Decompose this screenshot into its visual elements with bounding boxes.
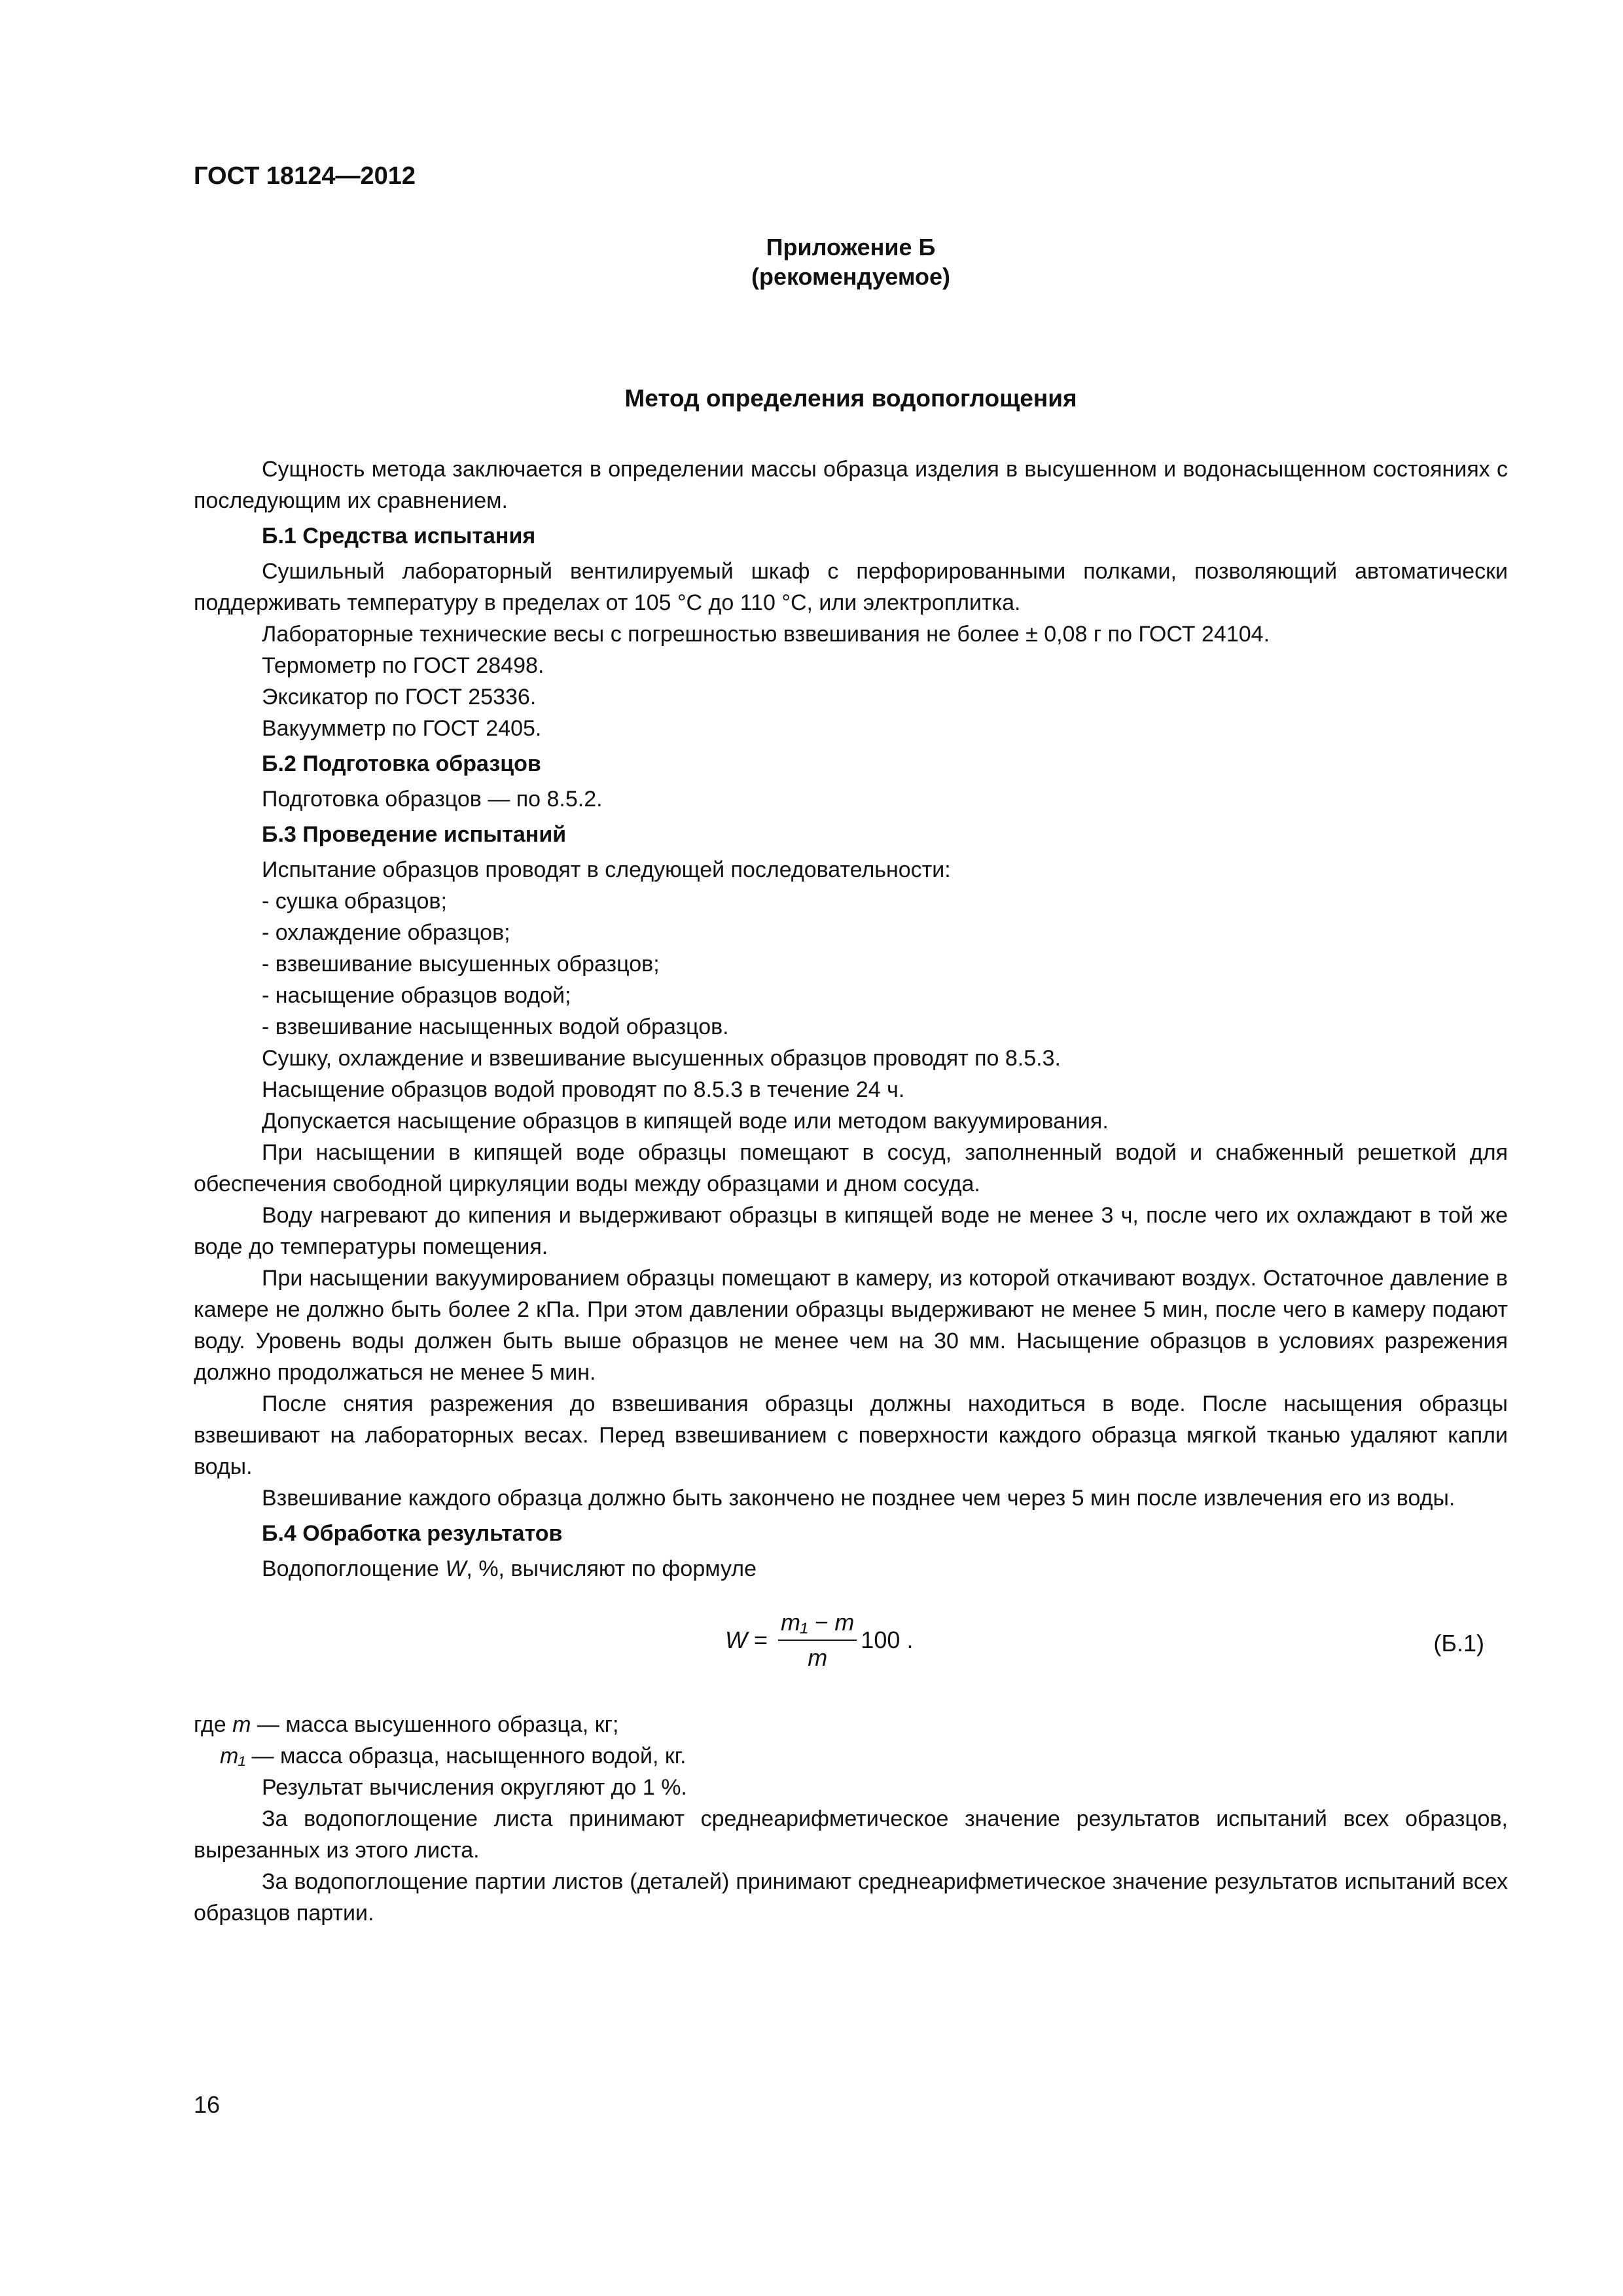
formula-intro-variable: W	[445, 1556, 467, 1581]
where-prefix: где	[194, 1712, 233, 1737]
where-text: — масса образца, насыщенного водой, кг.	[245, 1744, 687, 1768]
section-heading-b4: Б.4 Обработка результатов	[262, 1521, 563, 1546]
paragraph: Воду нагревают до кипения и выдерживают образцы в кипящей воде не менее 3 ч, после чего их охлаждают в той же воде до температуры помещения.	[194, 1203, 1508, 1259]
list-item: - насыщение образцов водой;	[262, 983, 571, 1008]
list-item: - охлаждение образцов;	[262, 920, 510, 945]
paragraph: После снятия разрежения до взвешивания образцы должны находиться в воде. После насыщения образцы взвешивают на лабораторных весах. Перед взвешиванием с поверхности каждого образца мягкой тканью удаляют капли воды.	[194, 1391, 1508, 1479]
paragraph: Взвешивание каждого образца должно быть закончено не позднее чем через 5 мин после извлечения его из воды.	[262, 1486, 1455, 1511]
paragraph: При насыщении в кипящей воде образцы помещают в сосуд, заполненный водой и снабженный решеткой для обеспечения свободной циркуляции воды между образцами и дном сосуда.	[194, 1140, 1508, 1196]
list-item: - взвешивание насыщенных водой образцов.	[262, 1014, 729, 1039]
section-heading-b2: Б.2 Подготовка образцов	[262, 751, 541, 776]
formula-intro	[194, 1553, 1508, 1585]
list-item: - сушка образцов;	[262, 889, 447, 914]
paragraph: Сушку, охлаждение и взвешивание высушенных образцов проводят по 8.5.3.	[262, 1046, 1061, 1071]
formula-intro-pre: Водопоглощение	[262, 1556, 446, 1581]
where-text: — масса высушенного образца, кг;	[251, 1712, 619, 1737]
where-line	[194, 1740, 1508, 1772]
appendix-status: (рекомендуемое)	[751, 263, 950, 290]
formula-numerator: m₁ − m	[778, 1607, 857, 1641]
paragraph: Вакуумметр по ГОСТ 2405.	[262, 716, 542, 741]
paragraph: Насыщение образцов водой проводят по 8.5.3 в течение 24 ч.	[262, 1077, 905, 1102]
formula	[725, 1607, 913, 1674]
section-heading-b1: Б.1 Средства испытания	[262, 524, 536, 548]
paragraph: Допускается насыщение образцов в кипящей воде или методом вакуумирования.	[262, 1109, 1109, 1134]
paragraph: Термометр по ГОСТ 28498.	[262, 653, 544, 678]
formula-factor: 100 .	[861, 1626, 914, 1653]
paragraph: Результат вычисления округляют до 1 %.	[262, 1775, 687, 1800]
formula-denominator: m	[808, 1644, 828, 1671]
where-symbol: m₁	[220, 1744, 246, 1768]
paragraph: Подготовка образцов — по 8.5.2.	[262, 787, 603, 812]
paragraph: Лабораторные технические весы с погрешностью взвешивания не более ± 0,08 г по ГОСТ 24104.	[262, 622, 1270, 647]
paragraph: Испытание образцов проводят в следующей последовательности:	[262, 857, 951, 882]
formula-equals: =	[747, 1626, 775, 1653]
formula-fraction	[778, 1607, 857, 1674]
paragraph: За водопоглощение партии листов (деталей) принимают среднеарифметическое значение результатов испытаний всех образцов партии.	[194, 1869, 1508, 1926]
formula-block	[194, 1585, 1508, 1709]
standard-code: ГОСТ 18124—2012	[194, 162, 416, 190]
where-symbol: m	[232, 1712, 251, 1737]
section-heading-b3: Б.3 Проведение испытаний	[262, 822, 567, 847]
formula-number: (Б.1)	[1433, 1630, 1484, 1657]
list-item: - взвешивание высушенных образцов;	[262, 952, 660, 977]
formula-lhs: W	[725, 1626, 747, 1653]
where-line	[194, 1709, 1508, 1740]
document-body	[194, 454, 1508, 1929]
paragraph: За водопоглощение листа принимают среднеарифметическое значение результатов испытаний всех образцов, вырезанных из этого листа.	[194, 1806, 1508, 1863]
paragraph: Эксикатор по ГОСТ 25336.	[262, 685, 537, 709]
intro-paragraph: Сущность метода заключается в определении массы образца изделия в высушенном и водонасыщенном состояниях с последующим их сравнением.	[194, 457, 1508, 513]
formula-intro-post: , %, вычисляют по формуле	[466, 1556, 757, 1581]
paragraph: При насыщении вакуумированием образцы помещают в камеру, из которой откачивают воздух. Остаточное давление в камере не должно быть более 2 кПа. При этом давлении образцы выдерживают не менее 5 мин, после чего в камеру подают воду. Уровень воды должен быть выше образцов не менее чем на 30 мм. Насыщение образцов в условиях разрежения должно продолжаться не менее 5 мин.	[194, 1266, 1508, 1385]
document-title: Метод определения водопоглощения	[624, 385, 1077, 412]
appendix-label: Приложение Б	[766, 234, 936, 260]
paragraph: Сушильный лабораторный вентилируемый шкаф с перфорированными полками, позволяющий автоматически поддерживать температуру в пределах от 105 °С до 110 °С, или электроплитка.	[194, 559, 1508, 615]
page-number: 16	[194, 2091, 221, 2118]
